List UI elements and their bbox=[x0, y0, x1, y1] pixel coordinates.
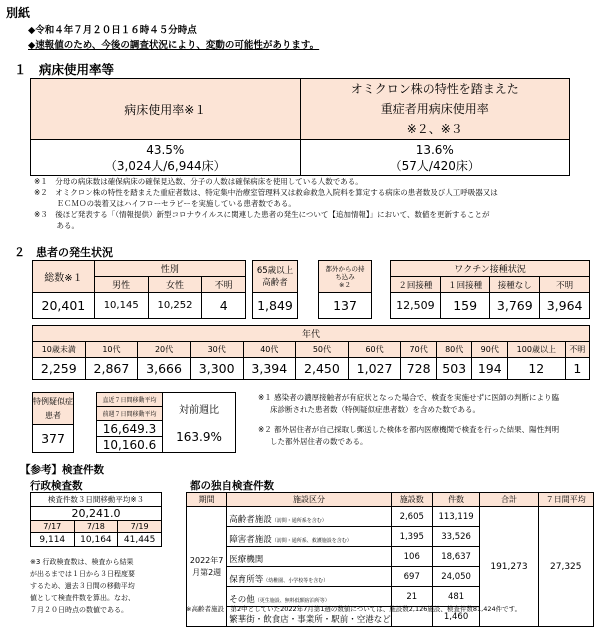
admin-date: 7/18 bbox=[74, 521, 118, 533]
bed-usage-table bbox=[30, 78, 570, 176]
facility-type bbox=[227, 547, 392, 567]
sex-label: 性別 bbox=[94, 261, 245, 277]
suspect-label-line2: 患者 bbox=[45, 410, 61, 420]
vaccine-table bbox=[390, 260, 590, 319]
facility-sub: （更生施設、無料低額宿泊所等） bbox=[254, 598, 330, 604]
age-value: 12 bbox=[508, 358, 566, 380]
avg-previous-value: 10,160.6 bbox=[97, 437, 163, 453]
section1-note: ※１ 分母の病床数は確保病床の確保見込数、分子の人数は確保病床を使用している人数である。 bbox=[34, 177, 363, 186]
age-col-label: 70代 bbox=[401, 342, 437, 358]
test-cases: 113,119 bbox=[432, 507, 480, 527]
severe-bed-detail: （57人/420床） bbox=[389, 158, 480, 173]
period-line2: 月第2週 bbox=[192, 567, 222, 577]
facility-sub: （訪問・通所系を含む） bbox=[271, 518, 327, 524]
own-head: 件数 bbox=[432, 493, 480, 507]
period-line1: 2022年7 bbox=[189, 555, 224, 565]
age-label: 年代 bbox=[33, 326, 590, 342]
vaccine-label: ワクチン接種状況 bbox=[391, 261, 590, 277]
table-row bbox=[187, 507, 594, 527]
vaccine-col: 不明 bbox=[540, 277, 590, 293]
total-label: 総数※１ bbox=[33, 261, 95, 293]
import-table bbox=[318, 260, 372, 319]
age-value: 1 bbox=[565, 358, 589, 380]
test-cases: 24,050 bbox=[432, 567, 480, 587]
age-table bbox=[32, 325, 590, 380]
vaccine-value: 3,769 bbox=[490, 293, 540, 319]
bed-usage-rate: 43.5% bbox=[146, 142, 185, 157]
bed-usage-detail: （3,024人/6,944床） bbox=[104, 158, 226, 173]
ratio-label: 対前週比 bbox=[179, 405, 219, 416]
page-title: 別紙 bbox=[6, 6, 31, 20]
age-value: 1,027 bbox=[348, 358, 401, 380]
admin-title: 行政検査数 bbox=[30, 480, 83, 492]
elderly-label-line1: 65歳以上 bbox=[256, 265, 294, 276]
seven-day-average: 27,325 bbox=[538, 507, 594, 627]
own-head: ７日間平均 bbox=[538, 493, 594, 507]
avg-previous-label: 前週７日間移動平均 bbox=[97, 407, 163, 421]
unknown-sex-value: 4 bbox=[202, 293, 246, 319]
section2-note: 床診断された患者数（特例疑似症患者数）を含めた数である。 bbox=[270, 405, 480, 414]
section1-notes bbox=[34, 176, 594, 231]
test-cases: 33,526 bbox=[432, 527, 480, 547]
admin-test-table bbox=[30, 492, 162, 547]
age-value: 2,259 bbox=[33, 358, 86, 380]
ratio-value: 163.9% bbox=[176, 430, 222, 444]
section1-note: ※２ オミクロン株の特性を踏まえた重症者数は、特定集中治療室管理料又は救命救急入院料を算定する病床の患者数及び人工呼吸器又は bbox=[34, 188, 498, 197]
age-value: 194 bbox=[472, 358, 508, 380]
severe-bed-value bbox=[300, 140, 570, 176]
severe-bed-rate: 13.6% bbox=[415, 142, 454, 157]
admin-note: ７月２０日時点の数値である。 bbox=[30, 606, 128, 614]
facility-count: 697 bbox=[391, 567, 432, 587]
admin-date: 7/19 bbox=[118, 521, 162, 533]
facility-type bbox=[227, 527, 392, 547]
facility-name: 高齢者施設 bbox=[229, 515, 272, 525]
age-value: 3,300 bbox=[190, 358, 243, 380]
facility-count: 2,605 bbox=[391, 507, 432, 527]
section1-note: ※３ 後ほど発表する「（情報提供）新型コロナウイルスに関連した患者の発生について【追加情報】」において、数値を更新することが bbox=[34, 210, 490, 219]
suspect-label bbox=[33, 393, 74, 425]
section3-title: 【参考】検査件数 bbox=[20, 464, 104, 476]
asof-note: ◆令和４年７月２０日１６時４５分時点 bbox=[28, 25, 197, 36]
facility-count: 106 bbox=[391, 547, 432, 567]
own-test-footnote: ※高齢者施設 第2中としていた2022年7月第1週の数値については、施設数2,126施設、検査件数81,424件です。 bbox=[186, 605, 522, 613]
age-col-label: 40代 bbox=[243, 342, 296, 358]
section1-note: ある。 bbox=[34, 221, 79, 230]
avg-recent-label: 直近７日間移動平均 bbox=[97, 393, 163, 407]
age-col-label: 20代 bbox=[138, 342, 191, 358]
age-value: 2,867 bbox=[85, 358, 138, 380]
test-cases: 18,637 bbox=[432, 547, 480, 567]
female-value: 10,252 bbox=[148, 293, 202, 319]
age-col-label: 50代 bbox=[296, 342, 349, 358]
elderly-table bbox=[252, 260, 298, 319]
age-value: 2,450 bbox=[296, 358, 349, 380]
admin-daily-value: 41,445 bbox=[118, 533, 162, 547]
facility-type bbox=[227, 507, 392, 527]
severe-bed-label bbox=[300, 79, 570, 140]
facility-sub: （幼稚園、小学校等を含む） bbox=[263, 578, 329, 584]
facility-name: 保育所等 bbox=[229, 575, 264, 585]
import-label-line1: 都外からの持 bbox=[325, 264, 365, 273]
vaccine-value: 159 bbox=[440, 293, 490, 319]
male-label: 男性 bbox=[94, 277, 148, 293]
age-value: 3,666 bbox=[138, 358, 191, 380]
elderly-value: 1,849 bbox=[253, 293, 298, 319]
age-col-label: 90代 bbox=[472, 342, 508, 358]
test-cases: 1,460 bbox=[432, 607, 480, 627]
bed-usage-value bbox=[31, 140, 301, 176]
vaccine-value: 3,964 bbox=[540, 293, 590, 319]
section1-title: １ 病床使用率等 bbox=[14, 62, 115, 77]
age-col-label: 30代 bbox=[190, 342, 243, 358]
facility-name: その他 bbox=[229, 595, 255, 605]
vaccine-value: 12,509 bbox=[391, 293, 441, 319]
age-col-label: 10歳未満 bbox=[33, 342, 86, 358]
vaccine-col: １回接種 bbox=[440, 277, 490, 293]
section2-title: ２ 患者の発生状況 bbox=[14, 246, 113, 259]
facility-count: 1,395 bbox=[391, 527, 432, 547]
facility-count: 21 bbox=[391, 587, 432, 607]
bed-usage-label: 病床使用率※１ bbox=[31, 79, 301, 140]
import-label-line2: ち込み bbox=[335, 272, 355, 281]
admin-daily-value: 9,114 bbox=[31, 533, 75, 547]
age-col-label: 80代 bbox=[436, 342, 472, 358]
unknown-sex-label: 不明 bbox=[202, 277, 246, 293]
admin-note: ※3 行政検査数は、検査から結果 bbox=[30, 558, 134, 566]
ratio-label-cell bbox=[163, 393, 236, 453]
warning-note: ◆速報値のため、今後の調査状況により、変動の可能性があります。 bbox=[28, 40, 320, 51]
vaccine-col: ２回接種 bbox=[391, 277, 441, 293]
severe-label-line3: ※２、※３ bbox=[406, 122, 463, 136]
total-value: 20,401 bbox=[33, 293, 95, 319]
vaccine-col: 接種なし bbox=[490, 277, 540, 293]
admin-note: 値として検査件数を算出。なお、 bbox=[30, 594, 135, 602]
age-col-label: 不明 bbox=[565, 342, 589, 358]
admin-notes bbox=[30, 556, 170, 616]
elderly-label-line2: 高齢者 bbox=[262, 277, 288, 288]
admin-note: が出るまでは１日から３日程度要 bbox=[30, 570, 135, 578]
avg-recent-value: 16,649.3 bbox=[97, 421, 163, 437]
section2-note: ※２ 都外居住者が自己採取し郵送した検体を都内医療機関で検査を行った結果、陽性判明 bbox=[258, 425, 560, 434]
suspect-table bbox=[32, 392, 74, 453]
suspect-label-line1: 特例疑似症 bbox=[33, 396, 73, 406]
own-head: 期間 bbox=[187, 493, 227, 507]
facility-name: 障害者施設 bbox=[229, 535, 272, 545]
age-col-label: 60代 bbox=[348, 342, 401, 358]
severe-label-line1: オミクロン株の特性を踏まえた bbox=[350, 82, 519, 96]
total-sex-table bbox=[32, 260, 246, 319]
age-col-label: 100歳以上 bbox=[508, 342, 566, 358]
suspect-value: 377 bbox=[33, 425, 74, 453]
own-head: 合計 bbox=[480, 493, 538, 507]
facility-sub: （訪問・通所系、救護施設を含む） bbox=[271, 538, 352, 544]
facility-name: 繁華街・飲食店・事業所・駅前・空港など bbox=[229, 615, 391, 625]
import-label bbox=[319, 261, 372, 293]
age-col-label: 10代 bbox=[85, 342, 138, 358]
section2-note: ※１ 感染者の濃厚接触者が有症状となった場合で、検査を実施せずに医師の判断により臨 bbox=[258, 393, 560, 402]
section2-note: した都外居住者の数である。 bbox=[270, 437, 368, 446]
own-head: 施設区分 bbox=[227, 493, 392, 507]
section1-note: ＥＣＭＯの装着又はハイフローセラピーを実施している患者数である。 bbox=[34, 199, 296, 208]
import-value: 137 bbox=[319, 293, 372, 319]
moving-average-table bbox=[96, 392, 236, 453]
age-value: 3,394 bbox=[243, 358, 296, 380]
female-label: 女性 bbox=[148, 277, 202, 293]
facility-name: 医療機関 bbox=[229, 555, 264, 565]
total-cases: 191,273 bbox=[480, 507, 538, 627]
own-test-title: 都の独自検査件数 bbox=[190, 480, 274, 492]
severe-label-line2: 重症者用病床使用率 bbox=[380, 102, 489, 116]
admin-value: 20,241.0 bbox=[31, 507, 162, 521]
age-value: 503 bbox=[436, 358, 472, 380]
test-cases: 481 bbox=[432, 587, 480, 607]
admin-label: 検査件数３日間移動平均※３ bbox=[31, 493, 162, 507]
elderly-label bbox=[253, 261, 298, 293]
import-label-line3: ※２ bbox=[339, 280, 351, 289]
admin-note: するため、過去３日間の移動平均 bbox=[30, 582, 135, 590]
own-head: 施設数 bbox=[391, 493, 432, 507]
male-value: 10,145 bbox=[94, 293, 148, 319]
admin-daily-value: 10,164 bbox=[74, 533, 118, 547]
admin-date: 7/17 bbox=[31, 521, 75, 533]
age-value: 728 bbox=[401, 358, 437, 380]
section2-notes bbox=[258, 392, 596, 448]
facility-type bbox=[227, 567, 392, 587]
